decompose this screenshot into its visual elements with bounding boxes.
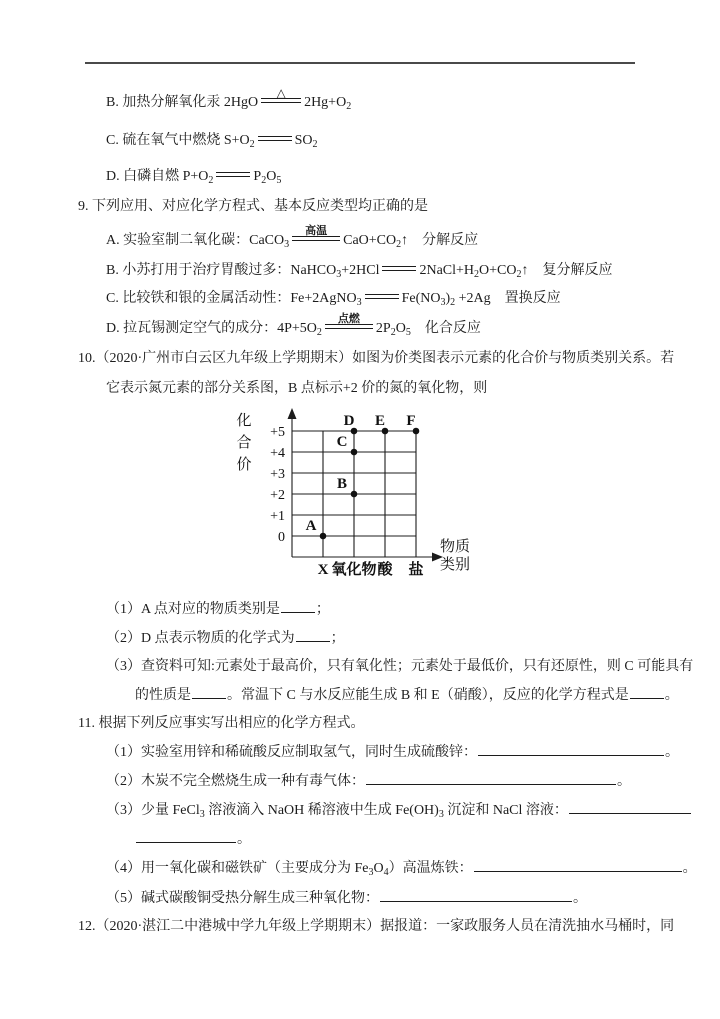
text-run: （2）木炭不完全燃烧生成一种有毒气体： bbox=[106, 774, 365, 789]
q10-sub-2 bbox=[106, 628, 678, 650]
text-run: D. 拉瓦锡测定空气的成分：4P+5O bbox=[106, 321, 317, 336]
chart-gridlines bbox=[292, 416, 434, 557]
point-label: F bbox=[406, 413, 416, 429]
question-12 bbox=[78, 916, 678, 938]
q11-sub-4 bbox=[106, 858, 697, 880]
text-run: 。 bbox=[617, 774, 631, 789]
text-run: 。 bbox=[573, 891, 587, 906]
text-run: ； bbox=[330, 631, 345, 646]
text-run: +2HCl bbox=[341, 263, 380, 278]
text-run: ）高温炼铁： bbox=[388, 861, 473, 876]
subscript: 2 bbox=[390, 327, 396, 338]
text-run: （4）用一氧化碳和磁铁矿（主要成分为 Fe bbox=[106, 861, 369, 876]
subscript: 3 bbox=[336, 269, 342, 280]
option-d-equation bbox=[106, 166, 678, 188]
text-run: ↑ 复分解反应 bbox=[521, 263, 613, 278]
text-run: （3）少量 FeCl bbox=[106, 803, 200, 818]
text-run: B. 小苏打用于治疗胃酸过多：NaHCO bbox=[106, 263, 337, 278]
text-run: B. 加热分解氧化汞 2HgO bbox=[106, 95, 259, 110]
q11-sub-3-cont bbox=[135, 829, 678, 851]
x-category-label: 氧化物 bbox=[331, 562, 377, 578]
reaction-equals bbox=[216, 172, 250, 177]
reaction-condition: △ bbox=[276, 86, 286, 100]
q10-sub-3-cont bbox=[135, 685, 678, 707]
text-run: O+CO bbox=[479, 263, 517, 278]
reaction-equals bbox=[292, 225, 340, 241]
text-run: （1）实验室用锌和稀硫酸反应制取氢气，同时生成硫酸锌： bbox=[106, 745, 477, 760]
text-run: D. 白磷自燃 P+O bbox=[106, 169, 209, 184]
subscript: 2 bbox=[474, 269, 480, 280]
answer-blank[interactable] bbox=[478, 742, 664, 756]
question-9 bbox=[78, 196, 678, 218]
q11-sub-2 bbox=[106, 771, 678, 793]
subscript: 5 bbox=[276, 175, 282, 186]
text-run: （5）碱式碳酸铜受热分解生成三种氧化物： bbox=[106, 891, 379, 906]
y-axis-title: 化 bbox=[236, 413, 252, 429]
text-run: Fe(NO bbox=[401, 291, 441, 306]
text-run: 。 bbox=[665, 745, 679, 760]
text-run: SO bbox=[294, 133, 313, 148]
y-tick-label: +3 bbox=[270, 467, 285, 482]
answer-blank[interactable] bbox=[630, 685, 664, 699]
y-tick-label: 0 bbox=[278, 530, 285, 545]
answer-blank[interactable] bbox=[366, 771, 616, 785]
text-run: 溶液滴入 NaOH 稀溶液中生成 Fe(OH) bbox=[204, 803, 439, 818]
subscript: 3 bbox=[440, 297, 446, 308]
answer-blank[interactable] bbox=[281, 599, 315, 613]
answer-blank[interactable] bbox=[296, 628, 330, 642]
reaction-condition: 高温 bbox=[305, 225, 328, 237]
text-run: C. 硫在氧气中燃烧 S+O bbox=[106, 133, 250, 148]
question-10 bbox=[78, 348, 678, 370]
answer-blank[interactable] bbox=[192, 685, 226, 699]
y-axis-title: 价 bbox=[236, 457, 252, 473]
text-run: ↑ 分解反应 bbox=[401, 233, 479, 248]
point-label: A bbox=[305, 518, 317, 534]
subscript: 2 bbox=[312, 139, 318, 150]
x-category-label: X bbox=[317, 562, 329, 578]
q9-option-a bbox=[106, 225, 678, 252]
reaction-equals bbox=[325, 313, 373, 329]
text-run: 10.（2020·广州市白云区九年级上学期期末）如图为价类图表示元素的化合价与物质类别关系。若 bbox=[78, 351, 675, 366]
subscript: 2 bbox=[450, 297, 456, 308]
text-run: 9. 下列应用、对应化学方程式、基本反应类型均正确的是 bbox=[78, 199, 428, 214]
y-axis-arrow-icon bbox=[288, 408, 297, 419]
q11-sub-5 bbox=[106, 888, 678, 910]
x-category-label: 酸 bbox=[377, 562, 393, 578]
subscript: 3 bbox=[284, 239, 290, 250]
text-run: C. 比较铁和银的金属活动性：Fe+2AgNO bbox=[106, 291, 357, 306]
text-run: 2P bbox=[375, 321, 391, 336]
reaction-equals bbox=[258, 136, 292, 141]
subscript: 2 bbox=[396, 239, 402, 250]
point-label: B bbox=[336, 476, 348, 492]
text-run: （1）A 点对应的物质类别是 bbox=[106, 602, 280, 617]
text-run: 。常温下 C 与水反应能生成 B 和 E（硝酸），反应的化学方程式是 bbox=[227, 688, 629, 703]
text-run: 。 bbox=[682, 861, 697, 876]
point-label: C bbox=[336, 434, 348, 450]
q9-option-d bbox=[106, 313, 678, 340]
y-tick-label: +5 bbox=[270, 425, 285, 440]
option-c-equation bbox=[106, 130, 678, 152]
text-run: +2Ag 置换反应 bbox=[455, 291, 561, 306]
text-run: ； bbox=[315, 602, 330, 617]
x-axis-title: 类别 bbox=[440, 557, 471, 573]
q10-sub-3 bbox=[106, 656, 694, 678]
reaction-equals bbox=[365, 294, 399, 299]
subscript: 3 bbox=[368, 867, 374, 878]
q9-option-b bbox=[106, 260, 678, 282]
answer-blank[interactable] bbox=[136, 829, 236, 843]
text-run: 11. 根据下列反应事实写出相应的化学方程式。 bbox=[78, 716, 365, 731]
answer-blank[interactable] bbox=[569, 800, 691, 814]
valence-chart-figure bbox=[230, 408, 678, 591]
text-run: 的性质是 bbox=[135, 688, 191, 703]
text-run: P bbox=[253, 169, 262, 184]
reaction-equals bbox=[261, 86, 301, 103]
subscript: 3 bbox=[356, 297, 362, 308]
data-point bbox=[351, 491, 358, 498]
point-label: D bbox=[343, 413, 355, 429]
text-run: ) bbox=[445, 291, 451, 306]
subscript: 2 bbox=[208, 175, 214, 186]
reaction-equals bbox=[382, 266, 416, 271]
data-point bbox=[351, 449, 358, 456]
text-run: O bbox=[373, 861, 384, 876]
point-label: E bbox=[374, 413, 386, 429]
subscript: 3 bbox=[438, 809, 444, 820]
text-run: 2Hg+O bbox=[304, 95, 347, 110]
text-run: 。 bbox=[237, 832, 251, 847]
subscript: 2 bbox=[346, 101, 352, 112]
y-axis-title: 合 bbox=[236, 435, 252, 451]
text-run: O bbox=[266, 169, 277, 184]
q11-sub-1 bbox=[106, 742, 678, 764]
reaction-condition: 点燃 bbox=[337, 313, 360, 325]
q10-sub-1 bbox=[106, 599, 678, 621]
text-run: 。 bbox=[664, 688, 679, 703]
subscript: 5 bbox=[405, 327, 411, 338]
answer-blank[interactable] bbox=[474, 858, 682, 872]
subscript: 2 bbox=[516, 269, 522, 280]
y-tick-label: +4 bbox=[270, 446, 285, 461]
subscript: 4 bbox=[383, 867, 389, 878]
subscript: 2 bbox=[249, 139, 255, 150]
document-lines bbox=[78, 64, 697, 938]
text-run: 化合反应 bbox=[410, 321, 481, 336]
text-run: A. 实验室制二氧化碳：CaCO bbox=[106, 233, 285, 248]
subscript: 2 bbox=[261, 175, 267, 186]
text-run: 2NaCl+H bbox=[419, 263, 475, 278]
subscript: 2 bbox=[316, 327, 322, 338]
subscript: 3 bbox=[199, 809, 205, 820]
x-category-label: 盐 bbox=[408, 562, 424, 578]
x-axis-title: 物质 bbox=[440, 539, 471, 555]
text-run: O bbox=[395, 321, 406, 336]
q9-option-c bbox=[106, 288, 678, 310]
question-10-cont bbox=[106, 378, 678, 400]
text-run: 沉淀和 NaCl 溶液： bbox=[443, 803, 568, 818]
data-point bbox=[320, 533, 327, 540]
option-b-equation bbox=[106, 86, 678, 114]
question-11 bbox=[78, 713, 678, 735]
text-run: CaO+CO bbox=[343, 233, 397, 248]
text-run: （2）D 点表示物质的化学式为 bbox=[106, 631, 295, 646]
y-tick-label: +2 bbox=[270, 488, 285, 503]
text-run: 它表示氮元素的部分关系图，B 点标示+2 价的氮的氧化物，则 bbox=[106, 381, 488, 396]
text-run: 12.（2020·湛江二中港城中学九年级上学期期末）据报道：一家政服务人员在清洗抽水马桶时，同 bbox=[78, 919, 675, 934]
text-run: （3）查资料可知:元素处于最高价，只有氧化性；元素处于最低价，只有还原性，则 C 可能具有 bbox=[106, 659, 694, 674]
answer-blank[interactable] bbox=[380, 888, 572, 902]
y-tick-label: +1 bbox=[270, 509, 285, 524]
q11-sub-3 bbox=[106, 800, 678, 822]
valence-category-chart bbox=[230, 408, 480, 586]
